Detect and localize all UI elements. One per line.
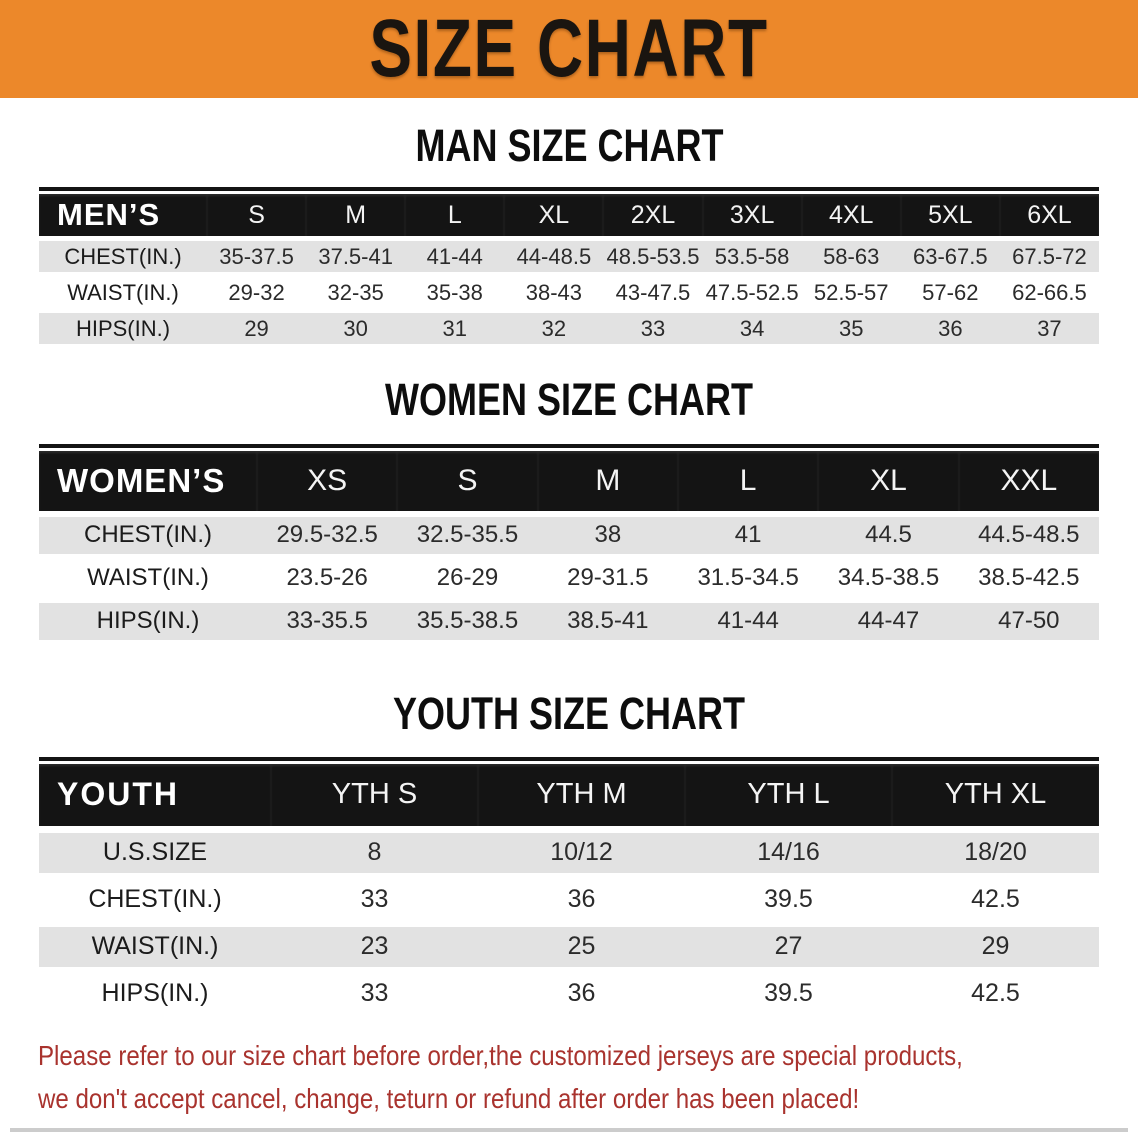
size-value: 57-62 bbox=[922, 279, 979, 305]
size-value: 29 bbox=[207, 313, 306, 344]
size-value: 38.5-41 bbox=[538, 603, 678, 640]
measurement-label: HIPS(IN.) bbox=[39, 603, 257, 640]
youth-section bbox=[0, 687, 1138, 1014]
size-value: 37.5-41 bbox=[306, 241, 405, 272]
size-value: 39.5 bbox=[764, 885, 813, 914]
measurement-row bbox=[39, 833, 1099, 873]
size-table bbox=[39, 194, 1099, 344]
size-value: 33 bbox=[603, 313, 702, 344]
size-value: 36 bbox=[567, 979, 596, 1008]
men-section bbox=[0, 122, 1138, 344]
size-column-header: S bbox=[397, 451, 537, 511]
measurement-label: CHEST(IN.) bbox=[39, 517, 257, 554]
size-group-label: YOUTH bbox=[39, 764, 271, 826]
table-top-rule bbox=[39, 187, 1099, 191]
size-value: 10/12 bbox=[478, 833, 685, 873]
table-body bbox=[39, 194, 1099, 344]
men-size-table bbox=[39, 187, 1099, 344]
size-column-header: 3XL bbox=[703, 194, 802, 236]
measurement-row bbox=[39, 517, 1099, 554]
size-value: 58-63 bbox=[802, 241, 901, 272]
size-value: 48.5-53.5 bbox=[603, 241, 702, 272]
size-value: 34 bbox=[703, 313, 802, 344]
measurement-row bbox=[39, 277, 1099, 308]
size-value: 32.5-35.5 bbox=[397, 517, 537, 554]
size-column-header: 4XL bbox=[802, 194, 901, 236]
size-value: 44.5-48.5 bbox=[959, 517, 1099, 554]
size-value: 30 bbox=[306, 313, 405, 344]
size-value: 44.5 bbox=[818, 517, 958, 554]
size-value: 33-35.5 bbox=[257, 603, 397, 640]
size-value: 18/20 bbox=[892, 833, 1099, 873]
women-size-table bbox=[39, 444, 1099, 640]
size-value: 35 bbox=[802, 313, 901, 344]
size-value: 42.5 bbox=[971, 885, 1020, 914]
measurement-label: CHEST(IN.) bbox=[88, 885, 222, 914]
row-gap-cell bbox=[39, 920, 1099, 927]
size-value: 43-47.5 bbox=[615, 279, 691, 305]
size-value: 38.5-42.5 bbox=[978, 564, 1080, 591]
size-value: 53.5-58 bbox=[703, 241, 802, 272]
size-value: 41-44 bbox=[405, 241, 504, 272]
size-column-header: L bbox=[405, 194, 504, 236]
page-title: SIZE CHART bbox=[369, 3, 769, 94]
size-table bbox=[39, 451, 1099, 640]
size-column-header: 2XL bbox=[603, 194, 702, 236]
size-table bbox=[39, 764, 1099, 1014]
size-column-header: L bbox=[678, 451, 818, 511]
size-value: 29-31.5 bbox=[567, 564, 649, 591]
measurement-label: HIPS(IN.) bbox=[101, 979, 209, 1008]
size-value: 31 bbox=[405, 313, 504, 344]
size-value: 37 bbox=[1000, 313, 1099, 344]
size-value: 29.5-32.5 bbox=[257, 517, 397, 554]
size-column-header: M bbox=[538, 451, 678, 511]
size-value: 39.5 bbox=[764, 979, 813, 1008]
size-value: 41-44 bbox=[678, 603, 818, 640]
women-section bbox=[0, 376, 1138, 639]
men-section-title: MAN SIZE CHART bbox=[414, 120, 723, 171]
size-value: 33 bbox=[360, 979, 389, 1008]
row-gap bbox=[39, 826, 1099, 833]
size-value: 44-48.5 bbox=[504, 241, 603, 272]
size-value: 35-38 bbox=[426, 279, 483, 305]
row-gap-cell bbox=[39, 826, 1099, 833]
size-value: 44-47 bbox=[818, 603, 958, 640]
size-value: 29 bbox=[892, 927, 1099, 967]
size-value: 42.5 bbox=[971, 979, 1020, 1008]
size-column-header: 6XL bbox=[1000, 194, 1099, 236]
row-gap-cell bbox=[39, 873, 1099, 880]
youth-size-table bbox=[39, 757, 1099, 1014]
size-value: 31.5-34.5 bbox=[697, 564, 799, 591]
size-value: 36 bbox=[567, 885, 596, 914]
measurement-row bbox=[39, 241, 1099, 272]
size-value: 26-29 bbox=[436, 564, 499, 591]
size-value: 35.5-38.5 bbox=[397, 603, 537, 640]
order-notice bbox=[0, 1034, 1138, 1121]
size-column-header: S bbox=[207, 194, 306, 236]
measurement-row bbox=[39, 974, 1099, 1014]
size-value: 33 bbox=[360, 885, 389, 914]
size-value: 23 bbox=[271, 927, 478, 967]
measurement-row bbox=[39, 560, 1099, 597]
size-column-header: M bbox=[306, 194, 405, 236]
size-value: 47-50 bbox=[959, 603, 1099, 640]
header-row bbox=[39, 451, 1099, 511]
row-gap bbox=[39, 873, 1099, 880]
table-top-rule bbox=[39, 444, 1099, 448]
table-top-rule bbox=[39, 757, 1099, 761]
size-column-header: YTH S bbox=[271, 764, 478, 826]
size-column-header: YTH XL bbox=[892, 764, 1099, 826]
measurement-label: HIPS(IN.) bbox=[39, 313, 207, 344]
size-value: 38-43 bbox=[525, 279, 583, 305]
size-value: 34.5-38.5 bbox=[837, 564, 940, 591]
size-value: 47.5-52.5 bbox=[705, 279, 799, 305]
size-group-label: WOMEN’S bbox=[39, 451, 257, 511]
size-value: 41 bbox=[678, 517, 818, 554]
size-value: 36 bbox=[901, 313, 1000, 344]
size-value: 38 bbox=[538, 517, 678, 554]
row-gap-cell bbox=[39, 967, 1099, 974]
measurement-row bbox=[39, 313, 1099, 344]
size-value: 52.5-57 bbox=[813, 279, 889, 305]
size-column-header: XL bbox=[504, 194, 603, 236]
size-value: 63-67.5 bbox=[901, 241, 1000, 272]
measurement-label: WAIST(IN.) bbox=[87, 564, 209, 591]
size-column-header: XS bbox=[257, 451, 397, 511]
size-column-header: XL bbox=[818, 451, 958, 511]
size-column-header: YTH M bbox=[478, 764, 685, 826]
table-body bbox=[39, 764, 1099, 1014]
size-column-header: 5XL bbox=[901, 194, 1000, 236]
size-column-header: XXL bbox=[959, 451, 1099, 511]
measurement-label: WAIST(IN.) bbox=[39, 927, 271, 967]
table-body bbox=[39, 451, 1099, 640]
row-gap bbox=[39, 967, 1099, 974]
size-value: 29-32 bbox=[228, 279, 285, 305]
women-section-title: WOMEN SIZE CHART bbox=[384, 374, 753, 426]
size-value: 35-37.5 bbox=[207, 241, 306, 272]
row-gap bbox=[39, 920, 1099, 927]
measurement-label: CHEST(IN.) bbox=[39, 241, 207, 272]
header-row bbox=[39, 194, 1099, 236]
youth-section-title: YOUTH SIZE CHART bbox=[392, 687, 745, 739]
banner bbox=[0, 0, 1138, 98]
measurement-row bbox=[39, 927, 1099, 967]
size-value: 8 bbox=[271, 833, 478, 873]
header-row bbox=[39, 764, 1099, 826]
size-value: 23.5-26 bbox=[286, 564, 368, 591]
notice-line-1: Please refer to our size chart before order,the customized jerseys are special products, bbox=[38, 1039, 963, 1071]
measurement-label: WAIST(IN.) bbox=[67, 279, 179, 305]
size-value: 67.5-72 bbox=[1000, 241, 1099, 272]
measurement-row bbox=[39, 603, 1099, 640]
size-column-header: YTH L bbox=[685, 764, 892, 826]
size-value: 32 bbox=[504, 313, 603, 344]
bottom-edge-strip bbox=[10, 1128, 1128, 1132]
size-value: 62-66.5 bbox=[1012, 279, 1087, 305]
size-value: 27 bbox=[685, 927, 892, 967]
measurement-row bbox=[39, 880, 1099, 920]
measurement-label: U.S.SIZE bbox=[39, 833, 271, 873]
size-value: 32-35 bbox=[327, 279, 384, 305]
size-value: 14/16 bbox=[685, 833, 892, 873]
notice-line-2: we don't accept cancel, change, teturn or refund after order has been placed! bbox=[38, 1083, 860, 1115]
size-value: 25 bbox=[478, 927, 685, 967]
size-group-label: MEN’S bbox=[39, 194, 207, 236]
